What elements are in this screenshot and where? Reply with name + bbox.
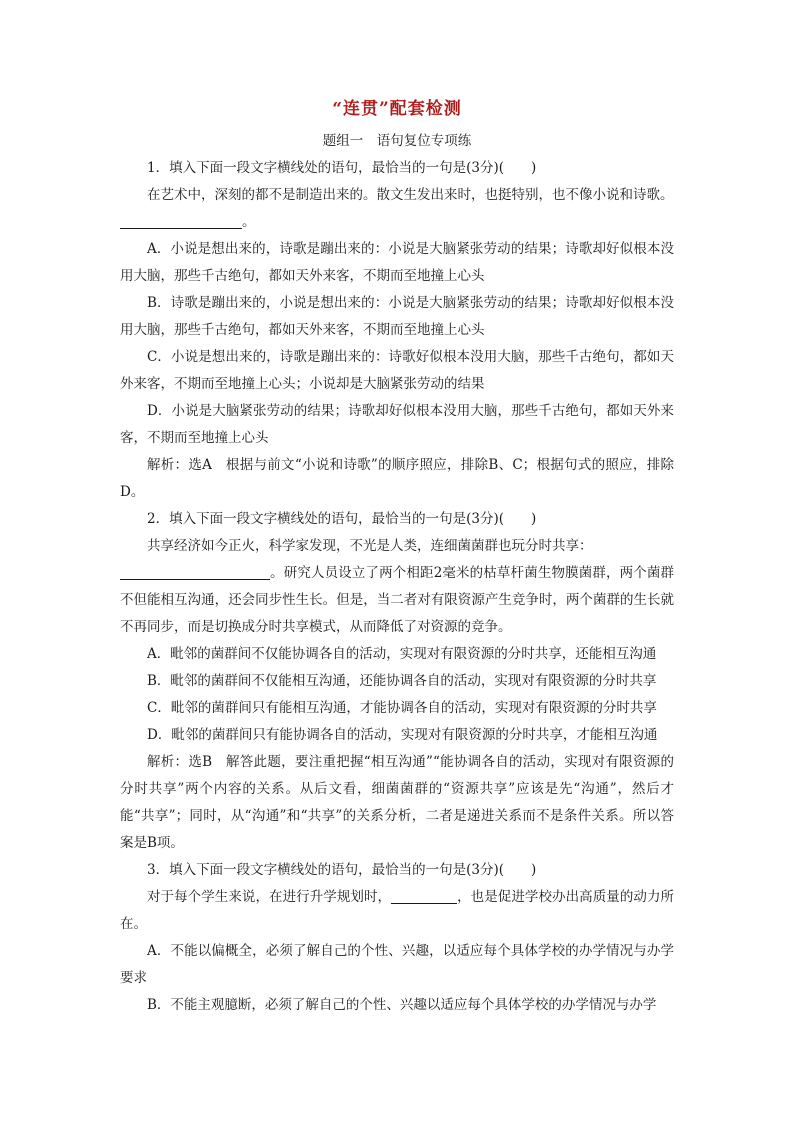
fill-in-blank (120, 212, 242, 229)
question-2-option-a: A．毗邻的菌群间不仅能协调各自的活动，实现对有限资源的分时共享，还能相互沟通 (147, 646, 657, 662)
question-2-text-after-wrap (120, 560, 674, 641)
question-1-stem: 1．填入下面一段文字横线处的语句，最恰当的一句是(3分)( ) (147, 160, 537, 176)
section-subtitle: 题组一 语句复位专项练 (322, 133, 472, 149)
question-1-option-a: A．小说是想出来的，诗歌是蹦出来的：小说是大脑紧张劳动的结果；诗歌却好似根本没用大脑，那些千古绝句，都如天外来客，不期而至地撞上心头 (120, 241, 674, 284)
question-2-option-c: C．毗邻的菌群间只有能相互沟通，才能协调各自的活动，实现对有限资源的分时共享 (147, 700, 657, 716)
question-1-text: 在艺术中，深刻的都不是制造出来的。散文生发出来时，也挺特别，也不像小说和诗歌。 (147, 187, 674, 203)
question-3-stem: 3．填入下面一段文字横线处的语句，最恰当的一句是(3分)( ) (147, 862, 537, 878)
fill-in-blank (391, 887, 457, 904)
document-title: “连贯”配套检测 (332, 99, 462, 119)
question-3-option-a: A．不能以偏概全，必须了解自己的个性、兴趣，以适应每个具体学校的办学情况与办学要求 (120, 943, 674, 986)
question-2-option-d: D．毗邻的菌群间只有能协调各自的活动，实现对有限资源的分时共享，才能相互沟通 (147, 727, 658, 743)
fill-in-blank (120, 563, 270, 580)
question-3-text-after: ，也是促进学校办出高质量的动力所在。 (120, 889, 675, 932)
question-2-stem: 2．填入下面一段文字横线处的语句，最恰当的一句是(3分)( ) (147, 511, 537, 527)
question-1-option-d: D．小说是大脑紧张劳动的结果；诗歌却好似根本没用大脑，那些千古绝句，都如天外来客，不期而至地撞上心头 (120, 403, 674, 446)
question-3-text (120, 884, 674, 938)
question-2-text-after: 。研究人员设立了两个相距2毫米的枯草杆菌生物膜菌群，两个菌群不但能相互沟通，还会同步性生长。但是，当二者对有限资源产生竞争时，两个菌群的生长就不再同步，而是切换成分时共享模式，从而降低了对资源的竞争。 (120, 565, 674, 635)
question-2-text-before: 共享经济如今正火，科学家发现，不光是人类，连细菌菌群也玩分时共享： (147, 538, 593, 554)
blank-period: 。 (242, 214, 256, 230)
question-1-blank-line (120, 209, 674, 236)
question-1-option-c: C．小说是想出来的，诗歌是蹦出来的：诗歌好似根本没用大脑，那些千古绝句，都如天外来客，不期而至地撞上心头；小说却是大脑紧张劳动的结果 (120, 349, 674, 392)
document-page (120, 96, 674, 1019)
question-1-analysis: 解析：选A 根据与前文“小说和诗歌”的顺序照应，排除B、C；根据句式的照应，排除D。 (120, 457, 674, 500)
question-2-option-b: B．毗邻的菌群间不仅能相互沟通，还能协调各自的活动，实现对有限资源的分时共享 (147, 673, 657, 689)
question-3-text-before: 对于每个学生来说，在进行升学规划时， (147, 889, 392, 905)
question-1-option-b: B．诗歌是蹦出来的，小说是想出来的：小说是大脑紧张劳动的结果；诗歌却好似根本没用大脑，那些千古绝句，都如天外来客，不期而至地撞上心头 (120, 295, 674, 338)
question-2-analysis: 解析：选B 解答此题，要注重把握“相互沟通”“能协调各自的活动，实现对有限资源的分时共享”两个内容的关系。从后文看，细菌菌群的“资源共享”应该是先“沟通”，然后才能“共享”；同时，从“沟通”和“共享”的关系分析，二者是递进关系而不是条件关系。所以答案是B项。 (120, 754, 674, 851)
question-3-option-b: B．不能主观臆断，必须了解自己的个性、兴趣以适应每个具体学校的办学情况与办学 (147, 997, 657, 1013)
